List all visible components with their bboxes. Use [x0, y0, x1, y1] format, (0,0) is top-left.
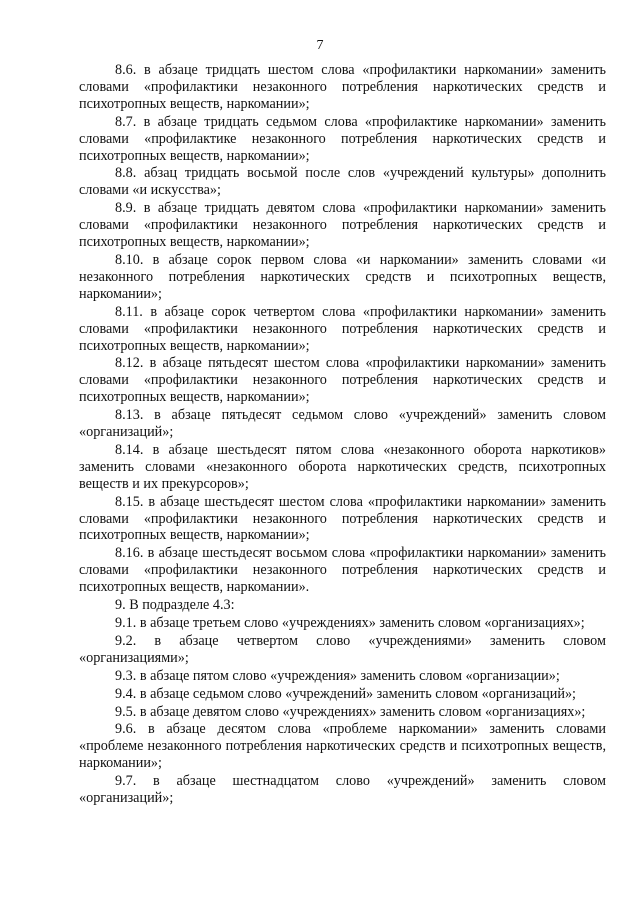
paragraph-9-6: 9.6. в абзаце десятом слова «проблеме наркомании» заменить словами «проблеме незаконного потребления наркотических средств и психотропных веществ, наркомании»;: [79, 721, 606, 772]
paragraph-8-9: 8.9. в абзаце тридцать девятом слова «профилактики наркомании» заменить словами «профилактики незаконного потребления наркотических средств и психотропных веществ, наркомании»;: [79, 200, 606, 251]
paragraph-8-15: 8.15. в абзаце шестьдесят шестом слова «профилактики наркомании» заменить словами «профилактики незаконного потребления наркотических средств и психотропных веществ, наркомании»;: [79, 493, 606, 544]
paragraph-8-6: 8.6. в абзаце тридцать шестом слова «профилактики наркомании» заменить словами «профилактики незаконного потребления наркотических средств и психотропных веществ, наркомании»;: [79, 62, 606, 112]
paragraph-9-1: 9.1. в абзаце третьем слово «учреждениях» заменить словом «организациях»;: [115, 615, 585, 631]
paragraph-8-13: 8.13. в абзаце пятьдесят седьмом слово «учреждений» заменить словом «организаций»;: [79, 407, 606, 441]
paragraph-8-14: 8.14. в абзаце шестьдесят пятом слова «незаконного оборота наркотиков» заменить словами «незаконного оборота наркотических средств, психотропных веществ и их прекурсоров»;: [79, 441, 606, 492]
paragraph-8-8: 8.8. абзац тридцать восьмой после слов «учреждений культуры» дополнить словами «и искусства»;: [79, 165, 606, 199]
document-body: [79, 62, 606, 808]
paragraph-8-11: 8.11. в абзаце сорок четвертом слова «профилактики наркомании» заменить словами «профилактики незаконного потребления наркотических средств и психотропных веществ, наркомании»;: [79, 303, 606, 354]
paragraph-8-12: 8.12. в абзаце пятьдесят шестом слова «профилактики наркомании» заменить словами «профилактики незаконного потребления наркотических средств и психотропных веществ, наркомании»;: [79, 355, 606, 406]
paragraph-8-16: 8.16. в абзаце шестьдесят восьмом слова «профилактики наркомании» заменить словами «профилактики незаконного потребления наркотических средств и психотропных веществ, наркомании».: [79, 545, 606, 596]
paragraph-8-7: 8.7. в абзаце тридцать седьмом слова «профилактике наркомании» заменить словами «профилактике незаконного потребления наркотических средств и психотропных веществ, наркомании»;: [79, 113, 606, 164]
paragraph-9-4: 9.4. в абзаце седьмом слово «учреждений» заменить словом «организаций»;: [115, 685, 576, 702]
paragraph-9-5: 9.5. в абзаце девятом слово «учреждениях» заменить словом «организациях»;: [115, 703, 586, 720]
paragraph-8-10: 8.10. в абзаце сорок первом слова «и наркомании» заменить словами «и незаконного потребления наркотических средств и психотропных веществ, наркомании»;: [79, 251, 606, 302]
paragraph-9-3: 9.3. в абзаце пятом слово «учреждения» заменить словом «организации»;: [115, 667, 560, 684]
section-9-heading: 9. В подразделе 4.3:: [115, 597, 235, 614]
paragraph-9-7: 9.7. в абзаце шестнадцатом слово «учреждений» заменить словом «организаций»;: [79, 773, 606, 807]
paragraph-9-2: 9.2. в абзаце четвертом слово «учреждениями» заменить словом «организациями»;: [79, 632, 606, 666]
page-number: 7: [316, 38, 324, 53]
